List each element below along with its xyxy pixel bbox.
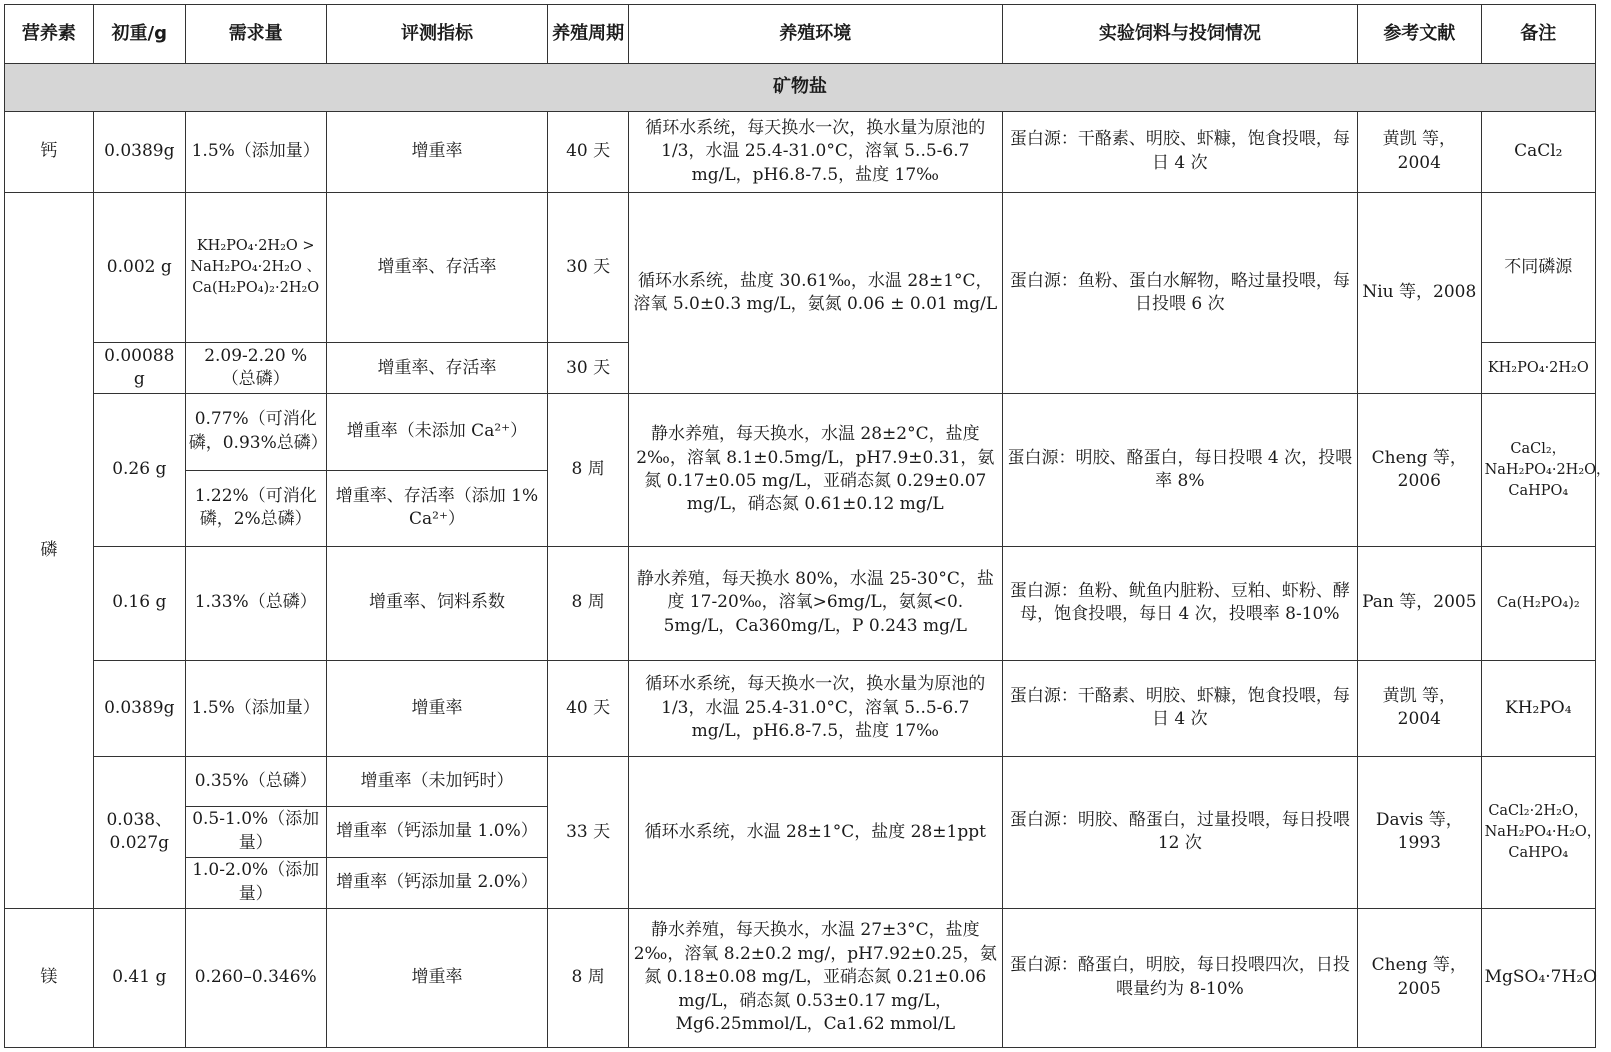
requirement-cell: 1.33%（总磷） bbox=[185, 546, 326, 660]
environment-cell: 静水养殖，每天换水，水温 27±3°C，盐度 2‰，溶氧 8.2±0.2 mg/，pH7.92±0.25，氨氮 0.18±0.08 mg/L，亚硝态氮 0.21±0.06 mg/L，硝态氮 0.53±0.17 mg/L，Mg6.25mmol/L，Ca1.62 mmol/L bbox=[628, 908, 1002, 1047]
period-cell: 8 周 bbox=[548, 908, 629, 1047]
indicator-cell: 增重率、存活率 bbox=[326, 193, 548, 343]
environment-cell: 循环水系统，盐度 30.61‰，水温 28±1°C，溶氧 5.0±0.3 mg/L，氨氮 0.06 ± 0.01 mg/L bbox=[628, 193, 1002, 394]
feed-cell: 蛋白源：酪蛋白，明胶，每日投喂四次，日投喂量约为 8-10% bbox=[1002, 908, 1357, 1047]
reference-cell: Niu 等，2008 bbox=[1358, 193, 1482, 394]
period-cell: 30 天 bbox=[548, 193, 629, 343]
environment-cell: 循环水系统，每天换水一次，换水量为原池的 1/3，水温 25.4-31.0°C，溶氧 5..5-6.7 mg/L，pH6.8-7.5，盐度 17‰ bbox=[628, 111, 1002, 192]
period-cell: 40 天 bbox=[548, 111, 629, 192]
remark-cell: MgSO₄·7H₂O bbox=[1481, 908, 1595, 1047]
table-row bbox=[5, 546, 1596, 660]
header-period: 养殖周期 bbox=[548, 5, 629, 64]
weight-cell: 0.26 g bbox=[93, 394, 185, 546]
nutrient-cell: 镁 bbox=[5, 908, 94, 1047]
requirement-cell: 0.260–0.346% bbox=[185, 908, 326, 1047]
period-cell: 8 周 bbox=[548, 394, 629, 546]
remark-cell: 不同磷源 bbox=[1481, 193, 1595, 343]
header-requirement: 需求量 bbox=[185, 5, 326, 64]
period-cell: 33 天 bbox=[548, 757, 629, 908]
table-row bbox=[5, 757, 1596, 807]
section-title: 矿物盐 bbox=[5, 63, 1596, 111]
remark-cell: Ca(H₂PO₄)₂ bbox=[1481, 546, 1595, 660]
feed-cell: 蛋白源：明胶、酪蛋白，过量投喂，每日投喂 12 次 bbox=[1002, 757, 1357, 908]
requirement-cell: KH₂PO₄·2H₂O > NaH₂PO₄·2H₂O 、 Ca(H₂PO₄)₂·2H₂O bbox=[185, 193, 326, 343]
feed-cell: 蛋白源：干酪素、明胶、虾糠，饱食投喂，每日 4 次 bbox=[1002, 111, 1357, 192]
header-indicator: 评测指标 bbox=[326, 5, 548, 64]
requirement-cell: 0.35%（总磷） bbox=[185, 757, 326, 807]
remark-cell: CaCl₂·2H₂O，NaH₂PO₄·H₂O，CaHPO₄ bbox=[1481, 757, 1595, 908]
table-row bbox=[5, 193, 1596, 343]
header-initial-weight: 初重/g bbox=[93, 5, 185, 64]
weight-cell: 0.00088 g bbox=[93, 343, 185, 394]
requirement-cell: 0.77%（可消化磷，0.93%总磷） bbox=[185, 394, 326, 470]
period-cell: 30 天 bbox=[548, 343, 629, 394]
feed-cell: 蛋白源：鱼粉、鱿鱼内脏粉、豆粕、虾粉、酵母，饱食投喂，每日 4 次，投喂率 8-10% bbox=[1002, 546, 1357, 660]
feed-cell: 蛋白源：干酪素、明胶、虾糠，饱食投喂，每日 4 次 bbox=[1002, 660, 1357, 757]
header-feed: 实验饲料与投饲情况 bbox=[1002, 5, 1357, 64]
indicator-cell: 增重率 bbox=[326, 908, 548, 1047]
requirement-cell: 0.5-1.0%（添加量） bbox=[185, 806, 326, 857]
reference-cell: 黄凯 等，2004 bbox=[1358, 660, 1482, 757]
period-cell: 40 天 bbox=[548, 660, 629, 757]
indicator-cell: 增重率 bbox=[326, 111, 548, 192]
feed-cell: 蛋白源：明胶、酪蛋白，每日投喂 4 次，投喂率 8% bbox=[1002, 394, 1357, 546]
indicator-cell: 增重率（未添加 Ca²⁺） bbox=[326, 394, 548, 470]
header-environment: 养殖环境 bbox=[628, 5, 1002, 64]
requirement-cell: 1.5%（添加量） bbox=[185, 111, 326, 192]
indicator-cell: 增重率、饲料系数 bbox=[326, 546, 548, 660]
header-reference: 参考文献 bbox=[1358, 5, 1482, 64]
indicator-cell: 增重率 bbox=[326, 660, 548, 757]
requirement-cell: 1.0-2.0%（添加量） bbox=[185, 857, 326, 908]
requirement-cell: 1.5%（添加量） bbox=[185, 660, 326, 757]
reference-cell: Cheng 等，2006 bbox=[1358, 394, 1482, 546]
requirement-cell: 1.22%（可消化磷，2%总磷） bbox=[185, 470, 326, 546]
table-row bbox=[5, 660, 1596, 757]
reference-cell: Pan 等，2005 bbox=[1358, 546, 1482, 660]
reference-cell: Cheng 等，2005 bbox=[1358, 908, 1482, 1047]
nutrient-cell: 磷 bbox=[5, 193, 94, 909]
feed-cell: 蛋白源：鱼粉、蛋白水解物，略过量投喂，每日投喂 6 次 bbox=[1002, 193, 1357, 394]
remark-cell: KH₂PO₄ bbox=[1481, 660, 1595, 757]
reference-cell: 黄凯 等，2004 bbox=[1358, 111, 1482, 192]
indicator-cell: 增重率、存活率 bbox=[326, 343, 548, 394]
table-row bbox=[5, 908, 1596, 1047]
indicator-cell: 增重率（钙添加量 1.0%） bbox=[326, 806, 548, 857]
environment-cell: 循环水系统，水温 28±1°C，盐度 28±1ppt bbox=[628, 757, 1002, 908]
environment-cell: 静水养殖，每天换水，水温 28±2°C，盐度 2‰，溶氧 8.1±0.5mg/L，pH7.9±0.31，氨氮 0.17±0.05 mg/L，亚硝态氮 0.29±0.07 mg/L，硝态氮 0.61±0.12 mg/L bbox=[628, 394, 1002, 546]
section-row bbox=[5, 63, 1596, 111]
header-row bbox=[5, 5, 1596, 64]
nutrient-requirement-table bbox=[4, 4, 1611, 1048]
weight-cell: 0.16 g bbox=[93, 546, 185, 660]
remark-cell: CaCl₂，NaH₂PO₄·2H₂O，CaHPO₄ bbox=[1481, 394, 1595, 546]
weight-cell: 0.002 g bbox=[93, 193, 185, 343]
indicator-cell: 增重率（未加钙时） bbox=[326, 757, 548, 807]
remark-cell: KH₂PO₄·2H₂O bbox=[1481, 343, 1595, 394]
requirement-cell: 2.09-2.20 %（总磷） bbox=[185, 343, 326, 394]
weight-cell: 0.038、0.027g bbox=[93, 757, 185, 908]
environment-cell: 静水养殖，每天换水 80%，水温 25-30°C，盐度 17-20‰，溶氧>6mg/L，氨氮<0. 5mg/L，Ca360mg/L，P 0.243 mg/L bbox=[628, 546, 1002, 660]
environment-cell: 循环水系统，每天换水一次，换水量为原池的 1/3，水温 25.4-31.0°C，溶氧 5..5-6.7 mg/L，pH6.8-7.5，盐度 17‰ bbox=[628, 660, 1002, 757]
indicator-cell: 增重率（钙添加量 2.0%） bbox=[326, 857, 548, 908]
weight-cell: 0.0389g bbox=[93, 111, 185, 192]
indicator-cell: 增重率、存活率（添加 1% Ca²⁺） bbox=[326, 470, 548, 546]
header-remark: 备注 bbox=[1481, 5, 1595, 64]
period-cell: 8 周 bbox=[548, 546, 629, 660]
weight-cell: 0.41 g bbox=[93, 908, 185, 1047]
table-row bbox=[5, 111, 1596, 192]
nutrient-cell: 钙 bbox=[5, 111, 94, 192]
reference-cell: Davis 等，1993 bbox=[1358, 757, 1482, 908]
table-row bbox=[5, 394, 1596, 470]
header-nutrient: 营养素 bbox=[5, 5, 94, 64]
weight-cell: 0.0389g bbox=[93, 660, 185, 757]
remark-cell: CaCl₂ bbox=[1481, 111, 1595, 192]
